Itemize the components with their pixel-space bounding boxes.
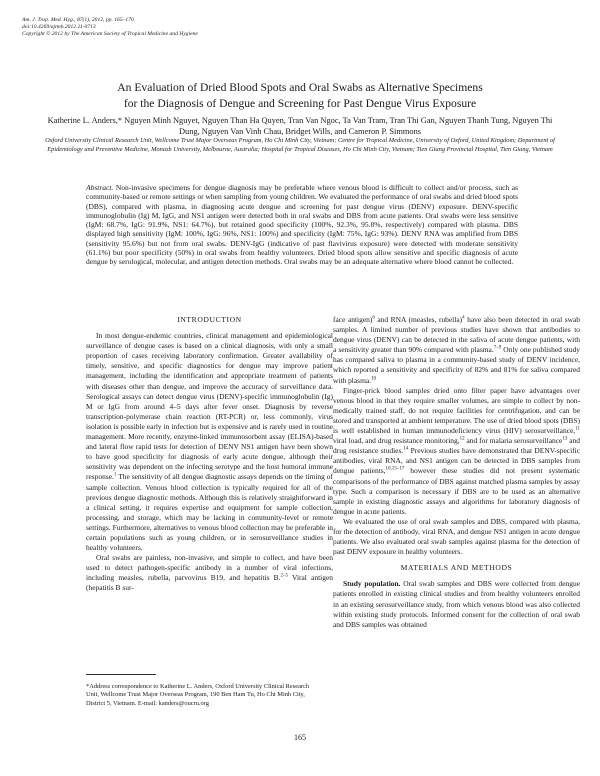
intro-paragraph-1 [86, 331, 333, 553]
citation-ref: 12 [459, 436, 465, 442]
p3-text: Previous studies have demonstrated that DENV-specific antibodies, viral RNA, and NS1 antigen can be detected in DBS samples from dengue patients, [333, 446, 580, 476]
article-title [40, 80, 560, 111]
intro-p1-text: In most dengue-endemic countries, clinical management and epidemiological surveillance of dengue cases is based on a clinical diagnosis, with only a small proportion of cases receiving laboratory confirmation. Greater availability of timely, sensitive, and specific diagnostics for dengue may improve patient management, including the identification and appropriate treatment of patients with diseases other than dengue, and improve the accuracy of surveillance data. Serological assays can detect dengue virus (DENV)-specific immunoglobulin (Ig) M or IgG from around 4–5 days after fever onset. Diagnosis by reverse transcription-polymerase chain reaction (RT-PCR) or, less commonly, virus isolation is possible early in infection but is expensive and is rarely used in routine management. More recently, enzyme-linked immunosorbent assay (ELISA)-based and lateral flow rapid tests for detection of DENV NS1 antigen have been shown to have good specificity for diagnosis of early acute dengue, although their sensitivity was dependent on the infecting serotype and the host humoral immune response. [86, 331, 333, 482]
citation-ref: 13 [562, 436, 568, 442]
abstract-label: Abstract. [86, 183, 114, 192]
intro-paragraph-2-cont [333, 315, 580, 386]
intro-paragraph-2 [86, 553, 333, 593]
journal-header [22, 17, 198, 39]
intro-p2-tail: Viral antigen (hepatitis B sur- [86, 573, 333, 593]
methods-paragraph-1 [333, 579, 580, 629]
citation-ref: 6 [372, 315, 375, 321]
citation-ref: 10,15–17 [385, 466, 405, 472]
cont-text: face antigen) [333, 315, 373, 324]
citation-ref: 4 [462, 315, 465, 321]
cont-text: Only one published study has compared saliva to plasma in a community-based study of DENV incidence, which reported a sensitivity and specificity of 82% and 81% for saliva compared with plasma. [333, 345, 581, 385]
intro-p1-tail: The sensitivity of all dengue diagnostic assays depends on the timing of sample collection. Venous blood collection is typically required for all of the previous dengue diagnostic methods. Although this is relatively straightforward in a clinical setting, it requires expertise and equipment for sample collection, processing, and storage, which may be lacking in community-level or remote settings. Furthermore, alternatives to venous blood collection may be preferable in certain populations such as young children, or in serosurveillance studies in healthy volunteers. [86, 472, 333, 553]
cont-text: and RNA (measles, rubella) [374, 315, 463, 324]
abstract [86, 183, 518, 267]
cont-text: have also been detected in oral swab samples. A limited number of previous studies have shown that antibodies to dengue virus (DENV) can be detected in the saliva of acute dengue patients, with a sensitivity greater than 90% compared with plasma. [333, 315, 580, 355]
subsection-study-population: Study population. [343, 579, 401, 589]
citation-ref: 7–9 [493, 345, 502, 351]
page-number: 165 [294, 733, 306, 742]
journal-citation: Am. J. Trop. Med. Hyg., 87(1), 2012, pp. 165–170 [22, 17, 134, 23]
footnote-rule [86, 674, 156, 675]
abstract-text: Non-invasive specimens for dengue diagnosis may be preferable where venous blood is difficult to collect and/or process, such as community-based or remote settings or when sampling from young children. We evaluated the performance of oral swabs and dried blood spots (DBS), compared with plasma, in diagnosing acute dengue and screening for past dengue virus (DENV) exposure. DENV-specific immunoglobulin (Ig) M, IgG, and NS1 antigen were detected both in oral swabs and DBS from acute patients. Oral swabs were less sensitive (IgM: 68.7%, IgG: 91.9%, NS1: 64.7%), but retained good specificity (100%, 92.3%, 95.8%, respectively) compared with plasma. DBS displayed high sensitivity (IgM: 100%, IgG: 96%, NS1: 100%) and specificity (IgM: 75%, IgG: 93%). DENV RNA was amplified from DBS (sensitivity 95.6%) but not from oral swabs. DENV-IgG (indicative of past flavivirus exposure) were detected with moderate sensitivity (61.1%) but poor specificity (50%) in oral swabs from healthy volunteers. Dried blood spots allow sensitive and specific diagnosis of acute dengue by serological, molecular, and antigen detection methods. Oral swabs may be an adequate alternative where blood cannot be collected. [86, 183, 518, 267]
p3-text: and for malaria serosurveillance [464, 436, 563, 446]
left-column [86, 315, 333, 594]
p3-text: and drug resistance studies. [333, 436, 580, 456]
citation-ref: 14 [403, 446, 409, 452]
title-line-1: An Evaluation of Dried Blood Spots and Oral Swabs as Alternative Specimens [117, 81, 483, 94]
citation-ref: 11 [575, 426, 580, 432]
citation-ref: 2–5 [280, 573, 288, 579]
doi: doi:10.4269/ajtmh.2012.11-0713 [22, 24, 96, 31]
citation-ref: 10 [371, 376, 377, 382]
title-line-2: for the Diagnosis of Dengue and Screening for Past Dengue Virus Exposure [123, 96, 477, 110]
intro-paragraph-4: We evaluated the use of oral swab samples and DBS, compared with plasma, for the detection of antibody, viral RNA, and dengue NS1 antigen in acute dengue patients. We also evaluated oral swab samples against plasma for the detection of past DENV exposure in healthy volunteers. [333, 516, 580, 557]
copyright: Copyright © 2012 by The American Society of Tropical Medicine and Hygiene [22, 31, 198, 38]
author-list: Katherine L. Anders,* Nguyen Minh Nguyet, Nguyen Than Ha Quyen, Tran Van Ngoc, Ta Van Tram, Tran Thi Gan, Nguyen Thanh Tung, Nguyen Thi Dung, Nguyen Van Vinh Chau, Bridget Wills, and Cameron P. Simmons [47, 116, 553, 136]
intro-p2-text: Oral swabs are painless, non-invasive, and simple to collect, and have been used to detect pathogen-specific antibody in a number of viral infections, including measles, rubella, parvovirus B19, and hepatitis B. [86, 553, 333, 583]
p3-text: however these studies did not present systematic comparisons of the performance of DBS against matched plasma samples by assay type. Such a comparison is necessary if DBS are to be used as an alternative sample in existing diagnostic assays and algorithms for laboratory diagnosis of dengue in acute patients. [333, 466, 580, 516]
footnote-text: *Address correspondence to Katherine L. Anders, Oxford University Clinical Research Unit, Wellcome Trust Major Overseas Program, 190 Ben Ham Tu, Ho Chi Minh City, District 5, Vietnam. E-mail: kanders@oucru.org [86, 683, 310, 707]
methods-p1-text: Oral swab samples and DBS were collected from dengue patients enrolled in existing clinical studies and from healthy volunteers enrolled in an existing serosurveillance study, from which venous blood was also collected within existing study protocols. Informed consent for the collection of oral swab and DBS samples was obtained [333, 579, 580, 629]
correspondence-footnote [86, 674, 316, 708]
affiliations: Oxford University Clinical Research Unit, Wellcome Trust Major Overseas Program, Ho Chi Minh City, Vietnam; Centre for Tropical Medicine, University of Oxford, United Kingdom; Department of Epidemiology and Preventive Medicine, Monash University, Melbourne, Australia; Hospital for Tropical Diseases, Ho Chi Minh City, Vietnam; Tien Giang Provincial Hospital, Tien Giang, Vietnam [45, 137, 555, 153]
p3-text: Finger-prick blood samples dried onto filter paper have advantages over venous blood in that they require smaller volumes, are simple to collect by non-medically trained staff, do not require facilities for centrifugation, and can be stored and transported at ambient temperature. The use of dried blood spots (DBS) is well established in human immunodeficiency virus (HIV) serosurveillance, [333, 385, 580, 436]
citation-ref: 1 [113, 472, 117, 478]
section-heading-introduction: INTRODUCTION [177, 315, 242, 324]
intro-paragraph-3 [333, 386, 580, 517]
section-heading-methods: MATERIALS AND METHODS [400, 563, 513, 573]
right-column [333, 315, 580, 630]
p3-text: viral load, and drug resistance monitoring, [333, 436, 460, 446]
